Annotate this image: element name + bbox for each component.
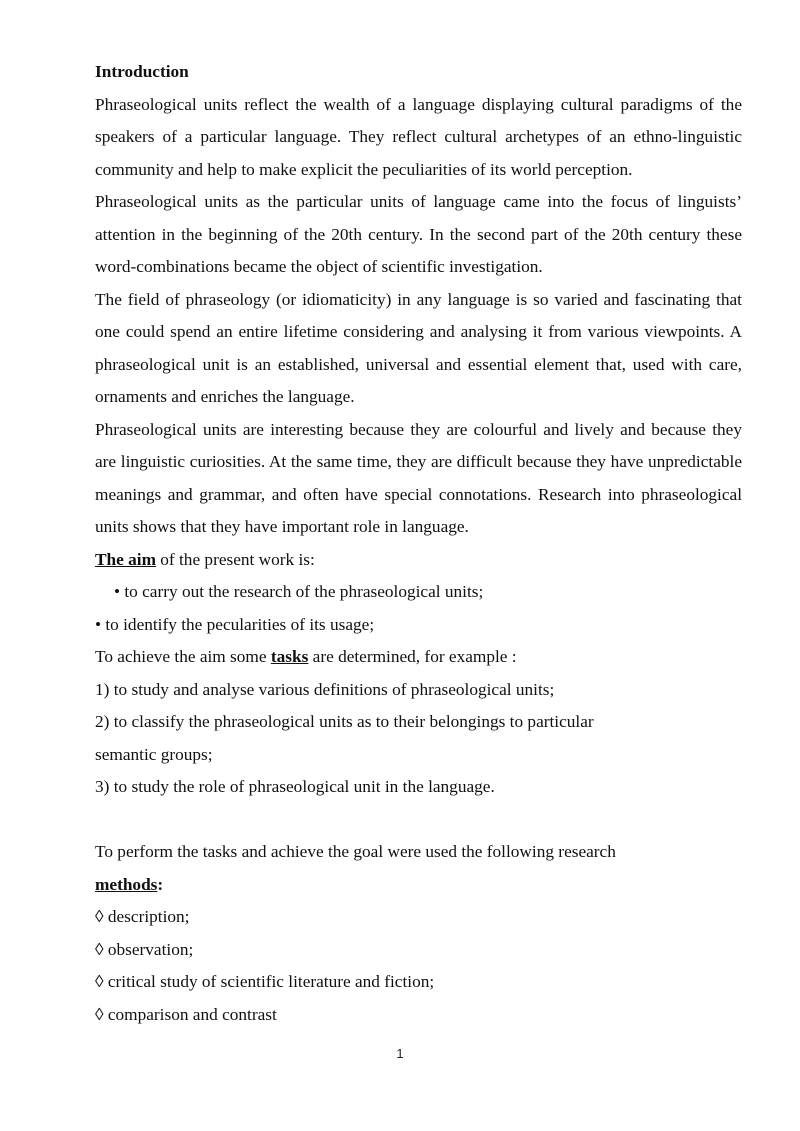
tasks-text-after: are determined, for example : xyxy=(308,647,517,666)
paragraph-2: Phraseological units as the particular units of language came into the focus of linguists’ attention in the beginning of the 20th century. In the second part of the 20th century these word-combinations became the object of scientific investigation. xyxy=(95,192,742,276)
tasks-label: tasks xyxy=(270,647,309,666)
methods-colon: : xyxy=(157,874,164,894)
method-item-1: ◊ description; xyxy=(95,907,190,926)
methods-intro: To perform the tasks and achieve the goal were used the following research xyxy=(95,842,616,861)
paragraph-3: The field of phraseology (or idiomaticity) in any language is so varied and fascinating that one could spend an entire lifetime considering and analysing it from various viewpoints. A phraseological unit is an established, universal and essential element that, used with care, ornaments and enriches the language. xyxy=(95,289,742,406)
paragraph-1: Phraseological units reflect the wealth of a language displaying cultural paradigms of the speakers of a particular language. They reflect cultural archetypes of an ethno-linguistic community and help to make explicit the peculiarities of its world perception. xyxy=(95,94,742,179)
tasks-line xyxy=(95,641,742,674)
method-item-2: ◊ observation; xyxy=(95,939,194,959)
aim-line xyxy=(95,544,742,577)
method-item-3: ◊ critical study of scientific literature and fiction; xyxy=(95,972,435,991)
blank-line xyxy=(95,804,742,837)
methods-label: methods xyxy=(95,874,158,894)
tasks-text-before: To achieve the aim some xyxy=(95,647,271,666)
section-heading: Introduction xyxy=(95,62,189,81)
task-item-2: 2) to classify the phraseological units as to their belongings to particular xyxy=(95,712,594,731)
method-item-4: ◊ comparison and contrast xyxy=(95,1004,277,1024)
aim-item-1: • to carry out the research of the phraseological units; xyxy=(114,582,484,601)
methods-line xyxy=(95,869,742,902)
document-page xyxy=(95,56,742,1031)
task-item-1: 1) to study and analyse various definitions of phraseological units; xyxy=(95,679,555,699)
task-item-2-continued: semantic groups; xyxy=(95,744,213,764)
aim-item-2: • to identify the pecularities of its usage; xyxy=(95,614,375,634)
paragraph-4: Phraseological units are interesting because they are colourful and lively and because they are linguistic curiosities. At the same time, they are difficult because they have unpredictable meanings and grammar, and often have special connotations. Research into phraseological units shows that they have important role in language. xyxy=(95,419,742,536)
aim-label: The aim xyxy=(95,549,156,569)
page-number: 1 xyxy=(396,1046,404,1061)
task-item-3: 3) to study the role of phraseological unit in the language. xyxy=(95,777,495,796)
aim-text: of the present work is: xyxy=(155,549,315,569)
